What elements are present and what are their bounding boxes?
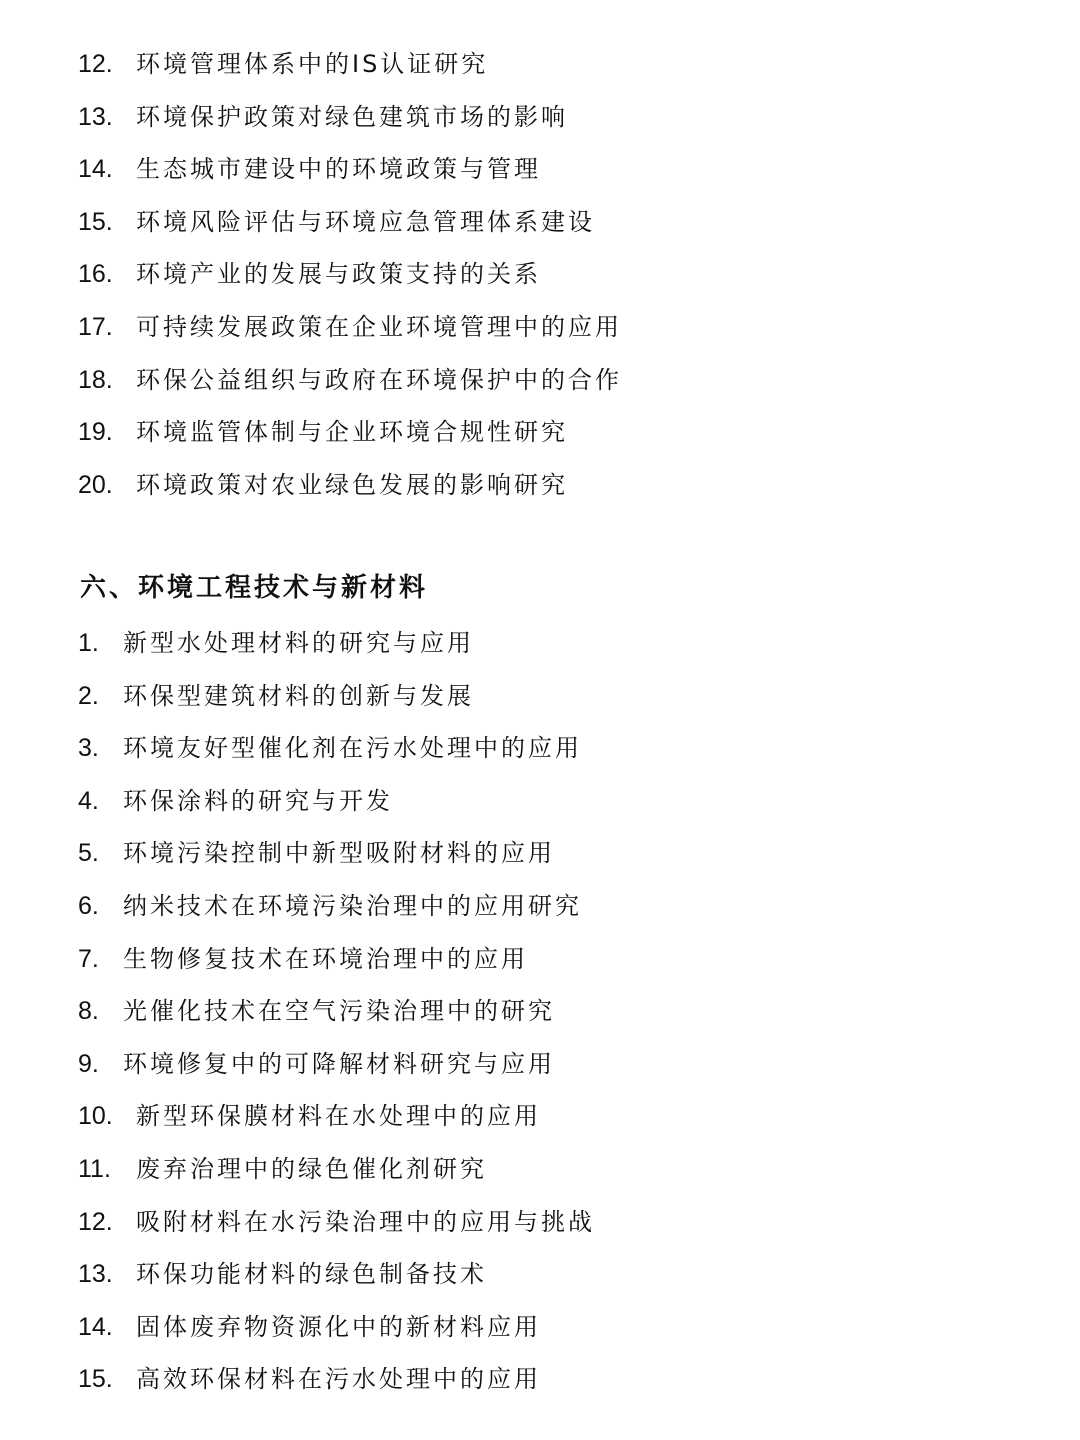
item-text: 生物修复技术在环境治理中的应用 [123, 944, 528, 973]
item-number: 15. [78, 1365, 113, 1394]
item-number: 10. [78, 1102, 113, 1131]
item-number: 1. [78, 629, 99, 657]
item-text: 环境政策对农业绿色发展的影响研究 [136, 470, 568, 499]
item-text: 环境保护政策对绿色建筑市场的影响 [136, 102, 568, 131]
item-number: 17. [78, 312, 113, 341]
item-number: 7. [78, 944, 99, 973]
list-item [78, 459, 622, 512]
list-item [78, 354, 622, 407]
item-number: 9. [78, 1049, 99, 1078]
list-item [78, 985, 595, 1038]
item-number: 3. [78, 734, 99, 763]
list-item [78, 827, 595, 880]
item-text: 高效环保材料在污水处理中的应用 [136, 1365, 541, 1394]
item-number: 18. [78, 365, 113, 394]
item-text: 环境修复中的可降解材料研究与应用 [123, 1049, 555, 1078]
list-item [78, 406, 622, 459]
item-text: 纳米技术在环境污染治理中的应用研究 [123, 891, 582, 920]
item-text: 环保涂料的研究与开发 [123, 786, 393, 815]
item-number: 5. [78, 839, 99, 868]
list-item [78, 880, 595, 933]
list-item [78, 196, 622, 249]
topic-list-previous-section [78, 38, 622, 511]
item-text: 环境监管体制与企业环境合规性研究 [136, 418, 568, 447]
item-number: 2. [78, 681, 99, 710]
item-number: 14. [78, 155, 113, 184]
item-number: 15. [78, 207, 113, 236]
list-item [78, 1301, 595, 1354]
item-number: 8. [78, 997, 99, 1026]
item-text: 环境风险评估与环境应急管理体系建设 [136, 207, 595, 236]
item-text: 新型环保膜材料在水处理中的应用 [136, 1102, 541, 1131]
item-number: 4. [78, 786, 99, 815]
item-text: 光催化技术在空气污染治理中的研究 [123, 997, 555, 1026]
list-item [78, 722, 595, 775]
list-item [78, 301, 622, 354]
list-item [78, 1090, 595, 1143]
item-number: 12. [78, 50, 113, 78]
item-number: 6. [78, 891, 99, 920]
item-text: 环保公益组织与政府在环境保护中的合作 [136, 365, 622, 394]
list-item [78, 1196, 595, 1249]
item-text: 废弃治理中的绿色催化剂研究 [136, 1154, 487, 1183]
item-text: 可持续发展政策在企业环境管理中的应用 [136, 312, 622, 341]
list-item [78, 143, 622, 196]
list-item [78, 1248, 595, 1301]
list-item [78, 1143, 595, 1196]
item-number: 20. [78, 470, 113, 499]
list-item [78, 775, 595, 828]
list-item [78, 670, 595, 723]
item-text: 环保型建筑材料的创新与发展 [123, 681, 474, 710]
item-number: 19. [78, 418, 113, 447]
list-item [78, 91, 622, 144]
item-number: 13. [78, 1260, 113, 1289]
list-item [78, 933, 595, 986]
item-text: 环境友好型催化剂在污水处理中的应用 [123, 734, 582, 763]
list-item [78, 1353, 595, 1406]
item-text: 环境管理体系中的IS认证研究 [136, 50, 489, 78]
item-number: 16. [78, 260, 113, 289]
item-number: 13. [78, 102, 113, 131]
list-item [78, 617, 595, 670]
item-text: 环境产业的发展与政策支持的关系 [136, 260, 541, 289]
list-item [78, 248, 622, 301]
item-text: 吸附材料在水污染治理中的应用与挑战 [136, 1207, 595, 1236]
section-heading: 六、环境工程技术与新材料 [80, 573, 429, 603]
item-text: 生态城市建设中的环境政策与管理 [136, 155, 541, 184]
item-number: 11. [78, 1154, 111, 1183]
item-text: 固体废弃物资源化中的新材料应用 [136, 1312, 541, 1341]
item-text: 新型水处理材料的研究与应用 [123, 629, 474, 657]
item-number: 14. [78, 1312, 113, 1341]
item-number: 12. [78, 1207, 113, 1236]
item-text: 环保功能材料的绿色制备技术 [136, 1260, 487, 1289]
list-item [78, 38, 622, 91]
list-item [78, 1038, 595, 1091]
topic-list-section-six [78, 617, 595, 1406]
item-text: 环境污染控制中新型吸附材料的应用 [123, 839, 555, 868]
